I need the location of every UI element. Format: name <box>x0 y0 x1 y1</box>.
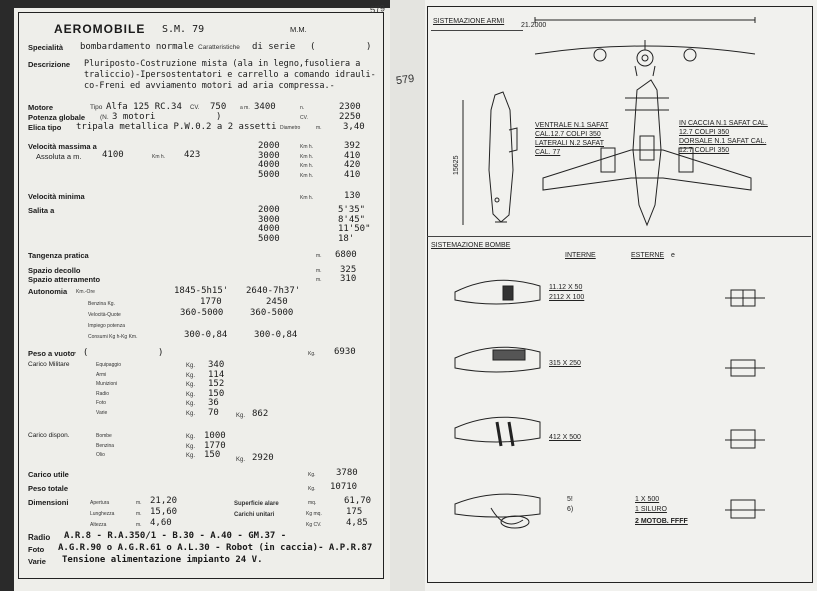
carico-militare-item: Munizioni <box>96 381 118 388</box>
velocita-assoluta: 423 <box>184 150 201 160</box>
altezza-value: 4,60 <box>150 518 172 528</box>
carico-militare-value: 70 <box>208 408 219 418</box>
velocita-minima-label: Velocità minima <box>28 192 85 201</box>
carico-dispon-value: 1000 <box>204 431 226 441</box>
varie-label: Varie <box>28 557 46 566</box>
carico-militare-value: 150 <box>208 388 225 399</box>
velocita-assoluta-quota: 4100 <box>102 150 124 160</box>
motore-quota: 3400 <box>254 102 276 112</box>
peso-totale-value: 10710 <box>330 482 358 492</box>
descrizione-label: Descrizione <box>28 60 71 69</box>
autonomia-label: Autonomia <box>28 287 68 296</box>
siluro-line-3: 2 MOTOB. FFFF <box>635 518 688 525</box>
carico-dispon-item: Olio <box>96 452 105 459</box>
specialita-value: bombardamento normale <box>80 42 194 52</box>
carico-militare-item: Varie <box>96 410 108 416</box>
front-view-drawing <box>535 17 755 76</box>
velocita-value: 420 <box>344 160 361 170</box>
caratteristiche-label: Caratteristiche <box>198 44 240 51</box>
caccia-line-2: 12.7 COLPI 350 <box>679 129 730 136</box>
superficie-value: 61,70 <box>344 496 372 506</box>
peso-vuoto-value: 6930 <box>334 347 356 357</box>
bombe-row1-b: 2112 X 100 <box>549 294 585 301</box>
salita-quota: 3000 <box>258 214 280 225</box>
book-gutter <box>369 0 425 591</box>
decollo-value: 325 <box>340 265 357 275</box>
radio-value: A.R.8 - R.A.350/1 - B.30 - A.40 - GM.37 - <box>64 531 287 541</box>
carico-militare-value: 114 <box>208 369 225 380</box>
salita-tempo: 18' <box>338 233 355 244</box>
carico-utile-value: 3780 <box>336 468 358 478</box>
carico-dispon-value: 1770 <box>204 440 226 451</box>
autonomia-col1: 1845-5h15' <box>174 286 229 296</box>
bombe-row2: 315 X 250 <box>549 360 581 367</box>
salita-tempo: 5'35" <box>338 205 366 215</box>
bombe-row3: 412 X 500 <box>549 434 581 441</box>
tangenza-label: Tangenza pratica <box>28 251 89 260</box>
carico-dispon-value: 150 <box>204 450 221 461</box>
carico-dispon-total: 2920 <box>252 453 274 463</box>
carico-militare-total: 862 <box>252 409 269 419</box>
caccia-line-4: 12.7 COLPI 350 <box>679 147 730 154</box>
velocita-value: 392 <box>344 141 361 151</box>
bomb-bay-drawings <box>455 280 765 528</box>
interne-header: INTERNE <box>565 252 596 259</box>
bombe-row1-a: 11.12 X 50 <box>549 284 583 291</box>
carico-dispon-item: Bombe <box>96 433 112 439</box>
ventrale-line-4: CAL. 77 <box>535 149 561 156</box>
foto-value: A.G.R.90 o A.G.R.61 o A.L.30 - Robot (in caccia)- A.P.R.87 <box>58 543 373 553</box>
caratteristiche-value: di serie <box>252 42 296 52</box>
motore-label: Motore <box>28 103 53 112</box>
elica-value: tripala metallica P.W.0.2 a 2 assetti <box>76 122 277 132</box>
esterne-header: ESTERNE <box>631 252 665 259</box>
varie-value: Tensione alimentazione impianto 24 V. <box>62 555 263 565</box>
velocita-value: 410 <box>344 169 361 180</box>
aircraft-data-sheet: AEROMOBILE S.M. 79 M.M. Specialità bombardamento normale Caratteristiche di serie ( ) Descrizione Pluriposto-Costruzione mista (ala in legno,fusoliera a traliccio)-Ipersostentatori e carrello a comando idrauli- co-Freni ed avviamento motori ad aria compressa.- Motore Tipo Alfa 125 RC.34 CV. 750 a m. 3400 n. 2300 Potenza globale (N. 3 motori ) CV. 2250 Elica tipo tripala metallica P.W.0.2 a 2 assetti Diametro m. 3,40 Velocità massima a Assoluta a m. 4100 Km h. 423 Velocità minima Km h. 130 Salita a Tangenza pratica m. 6800 Spazio decollo m. 325 Spazio atterramento m. 310 Autonomia Km.-Ore 1845-5h15' 2640-7h37' Benzina Kg. 1770 2450 Velocità-Quote 360-5000 360-5000 Impiego potenza Consumi Kg h-Kg Km. 300-0,84 300-0,84 Peso a vuoto - ( ) Kg. 6930 Carico Militare Kg. 862 Carico dispon. Kg. 2920 Carico utile Kg. 3780 Peso totale Kg. 10710 Dimensioni Apertura m. 21,20 Lunghezza m. 15,60 Altezza m. 4,60 Superficie alare mq. 61,70 Carichi unitari Kg mq. 175 Kg CV. 4,85 Radio A.R.8 - R.A.350/1 - B.30 - A.40 - GM.37 - Foto A.G.R.90 o A.G.R.61 o A.L.30 - Robot (in caccia)- A.P.R.87 Varie Tensione alimentazione impianto 24 V. 2000 Km h. 392 3000 Km h. 410 4000 Km h. 420 5000 Km h. 410 2000 5'35" 3000 8'45" 4000 11'50" 5000 18' Equipaggio Kg. 340 Armi Kg. 114 Munizioni Kg. 152 Radio Kg. 150 Foto Kg. 36 Varie Kg. 70 Bombe Kg. 1000 Benzina Kg. 1770 Olio Kg. 150 <box>14 8 390 591</box>
aircraft-model: S.M. 79 <box>162 24 205 35</box>
radio-label: Radio <box>28 533 51 542</box>
velocita-value: 410 <box>344 150 361 161</box>
armament-drawing-sheet: SISTEMAZIONE ARMI 21.2000 15625 VENTRALE N.1 SAFAT CAL.12.7 COLPI 350 LATERALI N.2 SAFAT CAL. 77 IN CACCIA N.1 SAFAT CAL. 12.7 COLPI 350 DORSALE N.1 SAFAT CAL. 12.7 COLPI 350 SISTEMAZIONE BOMBE INTERNE ESTERNE e 11.12 X 50 2112 X 100 315 X 250 412 X 500 5! 6) 1 X 500 1 SILURO 2 MOTOB. FFFF <box>425 0 817 591</box>
apertura-value: 21,20 <box>150 496 178 506</box>
autonomia-col2: 2640-7h37' <box>246 286 301 296</box>
motore-tipo: Alfa 125 RC.34 <box>106 102 182 112</box>
siluro-line-2: 1 SILURO <box>635 506 667 513</box>
caccia-line-1: IN CACCIA N.1 SAFAT CAL. <box>679 120 768 127</box>
carico-militare-label: Carico Militare <box>28 361 70 368</box>
velocita-label: Velocità massima a <box>28 142 97 151</box>
potenza-cv: 2250 <box>339 112 361 122</box>
ventrale-line-3: LATERALI N.2 SAFAT <box>535 140 604 147</box>
potenza-motori: 3 motori <box>112 112 156 122</box>
salita-quota: 2000 <box>258 205 280 215</box>
velocita-minima: 130 <box>344 191 361 201</box>
velocita-quota: 5000 <box>258 169 280 180</box>
handwritten-note-2: 579 <box>369 3 386 15</box>
potenza-label: Potenza globale <box>28 113 86 122</box>
ventrale-line-1: VENTRALE N.1 SAFAT <box>535 122 609 129</box>
velocita-quota: 4000 <box>258 160 280 170</box>
armi-title: SISTEMAZIONE ARMI <box>433 18 505 25</box>
sheet-title: AEROMOBILE <box>54 22 146 36</box>
descrizione-line-3: co-Freni ed avviamento motori ad aria compressa.- <box>84 81 335 91</box>
tangenza-value: 6800 <box>335 250 357 260</box>
peso-vuoto-label: Peso a vuoto <box>28 349 75 358</box>
salita-quota: 4000 <box>258 224 280 234</box>
carico-utile-label: Carico utile <box>28 470 69 479</box>
velocita-quota: 3000 <box>258 150 280 161</box>
velocita-quota: 2000 <box>258 141 280 151</box>
carico-militare-item: Armi <box>96 371 107 378</box>
elica-diametro: 3,40 <box>343 122 365 132</box>
salita-tempo: 8'45" <box>338 214 366 225</box>
specialita-label: Specialità <box>28 43 64 52</box>
side-view-drawing <box>463 92 517 225</box>
carico-militare-value: 340 <box>208 360 225 370</box>
foto-label: Foto <box>28 545 45 554</box>
carico-dispon-item: Benzina <box>96 442 115 449</box>
length-dimension: 15625 <box>453 155 460 175</box>
salita-label: Salita a <box>28 206 55 215</box>
carichi-value: 175 <box>346 507 363 517</box>
motore-giri: 2300 <box>339 102 361 112</box>
peso-totale-label: Peso totale <box>28 484 69 493</box>
carico-dispon-label: Carico dispon. <box>28 432 70 439</box>
ventrale-line-2: CAL.12.7 COLPI 350 <box>535 131 601 138</box>
descrizione-line-2: traliccio)-Ipersostentatori e carrello a comando idrauli- <box>84 70 376 80</box>
bombe-row4-a: 5! <box>567 496 573 503</box>
atterramento-label: Spazio atterramento <box>28 275 101 284</box>
bombe-title: SISTEMAZIONE BOMBE <box>431 242 511 249</box>
lunghezza-value: 15,60 <box>150 507 178 517</box>
carico-militare-item: Foto <box>96 400 107 407</box>
carico-militare-value: 152 <box>208 379 225 390</box>
span-dimension: 21.2000 <box>521 22 547 29</box>
carico-militare-value: 36 <box>208 398 219 409</box>
carico-militare-item: Equipaggio <box>96 362 122 368</box>
decollo-label: Spazio decollo <box>28 266 81 275</box>
mm-label: M.M. <box>290 25 307 34</box>
salita-tempo: 11'50" <box>338 224 371 234</box>
handwritten-note: 579 <box>395 72 416 88</box>
elica-label: Elica tipo <box>28 123 62 132</box>
carico-militare-item: Radio <box>96 390 110 397</box>
descrizione-line-1: Pluriposto-Costruzione mista (ala in legno,fusoliera a <box>84 59 361 69</box>
motore-cv: 750 <box>210 102 227 112</box>
aircraft-drawings <box>425 0 817 591</box>
dimensioni-label: Dimensioni <box>28 498 69 507</box>
salita-quota: 5000 <box>258 233 280 244</box>
atterramento-value: 310 <box>340 274 357 284</box>
kgcv-value: 4,85 <box>346 518 368 528</box>
bombe-row4-b: 6) <box>567 506 574 513</box>
caccia-line-3: DORSALE N.1 SAFAT CAL. <box>679 138 767 145</box>
siluro-line-1: 1 X 500 <box>635 496 660 503</box>
